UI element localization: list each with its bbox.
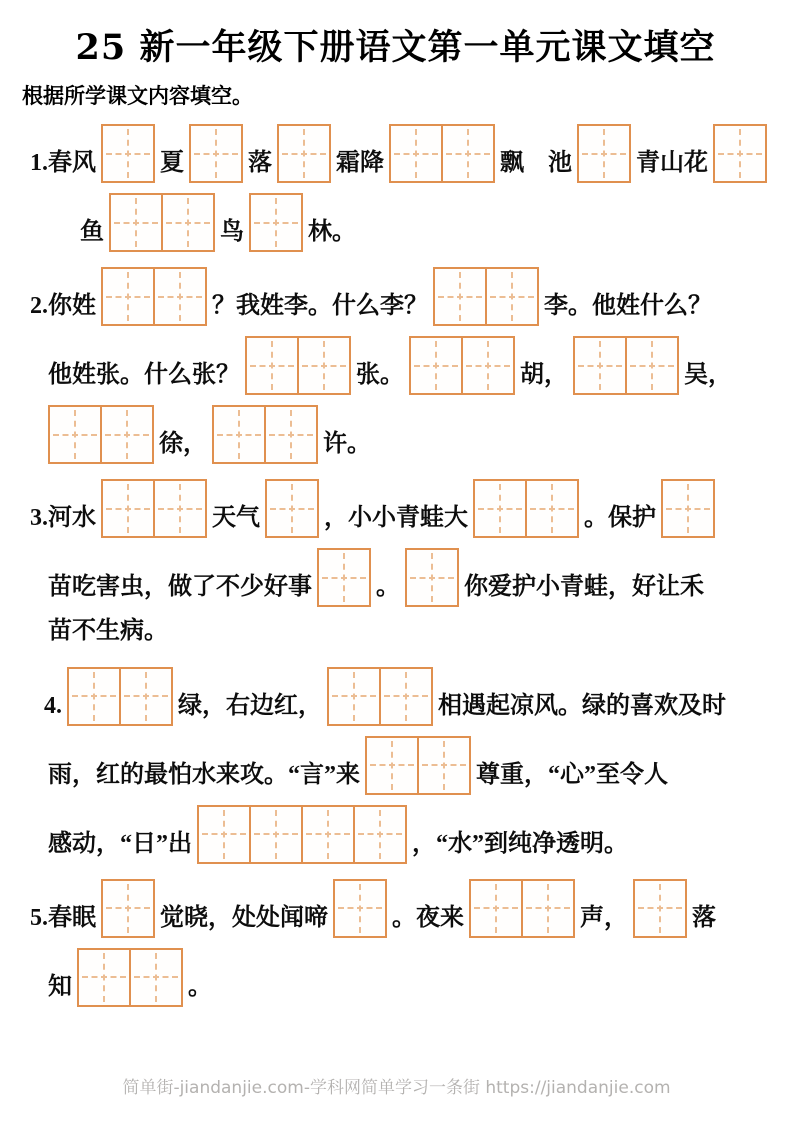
worksheet-text: 苗不生病。 <box>48 618 168 644</box>
worksheet-text: 绿，右边红， <box>178 693 322 719</box>
worksheet-line <box>22 405 769 464</box>
worksheet-text: 4. <box>44 693 62 719</box>
answer-cell[interactable] <box>129 950 181 1005</box>
answer-box[interactable] <box>473 479 579 538</box>
answer-cell[interactable] <box>153 269 205 324</box>
exercise-2 <box>22 267 769 464</box>
answer-cell[interactable] <box>251 195 301 250</box>
answer-cell[interactable] <box>715 126 765 181</box>
answer-cell[interactable] <box>319 550 369 605</box>
answer-cell[interactable] <box>625 338 677 393</box>
worksheet-text: 1.春风 <box>30 150 96 177</box>
worksheet-text: 。 <box>188 974 212 1000</box>
answer-box[interactable] <box>277 124 331 183</box>
answer-cell[interactable] <box>329 669 379 724</box>
answer-box[interactable] <box>189 124 243 183</box>
answer-box[interactable] <box>633 879 687 938</box>
answer-cell[interactable] <box>153 481 205 536</box>
worksheet-text: 尊重，“心”至令人 <box>476 762 668 788</box>
answer-box[interactable] <box>577 124 631 183</box>
worksheet-line <box>22 948 769 1007</box>
worksheet-text: 知 <box>48 974 72 1000</box>
answer-cell[interactable] <box>579 126 629 181</box>
answer-cell[interactable] <box>461 338 513 393</box>
answer-box[interactable] <box>101 124 155 183</box>
worksheet-text: 声， <box>580 905 628 931</box>
answer-cell[interactable] <box>485 269 537 324</box>
answer-cell[interactable] <box>191 126 241 181</box>
worksheet-line <box>22 617 769 651</box>
answer-box[interactable] <box>67 667 173 726</box>
answer-box[interactable] <box>389 124 495 183</box>
worksheet-line <box>22 805 769 864</box>
answer-cell[interactable] <box>353 807 405 862</box>
answer-box[interactable] <box>109 193 215 252</box>
answer-cell[interactable] <box>199 807 249 862</box>
answer-box[interactable] <box>713 124 767 183</box>
worksheet-text: 5.春眠 <box>30 905 96 931</box>
answer-cell[interactable] <box>103 269 153 324</box>
exercise-1 <box>22 124 769 252</box>
answer-box[interactable] <box>197 805 407 864</box>
worksheet-line <box>22 267 769 326</box>
worksheet-line <box>22 336 769 395</box>
answer-cell[interactable] <box>79 950 129 1005</box>
answer-cell[interactable] <box>435 269 485 324</box>
worksheet-line <box>22 193 769 252</box>
worksheet-text: 张。 <box>356 362 404 389</box>
answer-cell[interactable] <box>249 807 301 862</box>
answer-cell[interactable] <box>575 338 625 393</box>
answer-cell[interactable] <box>525 481 577 536</box>
answer-box[interactable] <box>249 193 303 252</box>
answer-cell[interactable] <box>50 407 100 462</box>
exercise-4 <box>22 667 769 864</box>
worksheet-text: 林。 <box>308 219 356 246</box>
worksheet-text: ，“水”到纯净透明。 <box>412 831 628 857</box>
worksheet-text: 许。 <box>323 431 371 458</box>
worksheet-text: 霜降 <box>336 150 384 177</box>
worksheet-text: 觉晓，处处闻啼 <box>160 905 328 931</box>
answer-cell[interactable] <box>335 881 385 936</box>
worksheet-body <box>22 124 769 1007</box>
answer-cell[interactable] <box>247 338 297 393</box>
answer-box[interactable] <box>573 336 679 395</box>
answer-box[interactable] <box>433 267 539 326</box>
worksheet-text: 相遇起凉风。绿的喜欢及时 <box>438 693 726 719</box>
answer-box[interactable] <box>101 879 155 938</box>
answer-cell[interactable] <box>379 669 431 724</box>
worksheet-text: 。夜来 <box>392 905 464 931</box>
answer-box[interactable] <box>365 736 471 795</box>
worksheet-text: 感动，“日”出 <box>48 831 192 857</box>
worksheet-text: 徐， <box>159 431 207 458</box>
answer-box[interactable] <box>327 667 433 726</box>
worksheet-text: 鱼 <box>80 219 104 246</box>
worksheet-text: 雨，红的最怕水来攻。“言”来 <box>48 762 360 788</box>
answer-cell[interactable] <box>663 481 713 536</box>
answer-cell[interactable] <box>119 669 171 724</box>
answer-cell[interactable] <box>475 481 525 536</box>
answer-cell[interactable] <box>214 407 264 462</box>
worksheet-text: 飘 池 <box>500 150 572 177</box>
worksheet-text: 落 <box>692 905 716 931</box>
worksheet-text: 3.河水 <box>30 505 96 532</box>
worksheet-text: ？我姓李。什么李？ <box>212 293 428 320</box>
worksheet-text: 吴， <box>684 362 732 389</box>
answer-cell[interactable] <box>279 126 329 181</box>
worksheet-text: 胡， <box>520 362 568 389</box>
answer-cell[interactable] <box>100 407 152 462</box>
worksheet-text: 2.你姓 <box>30 293 96 320</box>
answer-cell[interactable] <box>391 126 441 181</box>
answer-box[interactable] <box>317 548 371 607</box>
exercise-3 <box>22 479 769 651</box>
worksheet-line <box>22 548 769 607</box>
answer-cell[interactable] <box>301 807 353 862</box>
worksheet-text: 青山花 <box>636 150 708 177</box>
answer-cell[interactable] <box>411 338 461 393</box>
answer-box[interactable] <box>48 405 154 464</box>
answer-cell[interactable] <box>441 126 493 181</box>
answer-cell[interactable] <box>367 738 417 793</box>
answer-cell[interactable] <box>161 195 213 250</box>
answer-cell[interactable] <box>111 195 161 250</box>
answer-box[interactable] <box>212 405 318 464</box>
worksheet-text: 。 <box>376 574 400 601</box>
page-title: 25 新一年级下册语文第一单元课文填空 <box>75 27 716 68</box>
worksheet-line <box>22 667 769 726</box>
answer-cell[interactable] <box>417 738 469 793</box>
worksheet-text: 李。他姓什么？ <box>544 293 712 320</box>
worksheet-text: 鸟 <box>220 219 244 246</box>
worksheet-line <box>22 736 769 795</box>
answer-cell[interactable] <box>103 881 153 936</box>
worksheet-text: 他姓张。什么张？ <box>48 362 240 389</box>
answer-cell[interactable] <box>69 669 119 724</box>
exercise-5 <box>22 879 769 1007</box>
worksheet-line <box>22 879 769 938</box>
answer-box[interactable] <box>405 548 459 607</box>
worksheet-line <box>22 124 769 183</box>
answer-box[interactable] <box>469 879 575 938</box>
answer-box[interactable] <box>409 336 515 395</box>
worksheet-text: ，小小青蛙大 <box>324 505 468 532</box>
answer-cell[interactable] <box>103 481 153 536</box>
answer-box[interactable] <box>265 479 319 538</box>
answer-box[interactable] <box>333 879 387 938</box>
worksheet-text: 天气 <box>212 505 260 532</box>
answer-box[interactable] <box>661 479 715 538</box>
answer-cell[interactable] <box>297 338 349 393</box>
footer-text: 简单街-jiandanjie.com-学科网简单学习一条街 https://jiandanjie.com <box>122 1078 671 1098</box>
answer-cell[interactable] <box>521 881 573 936</box>
worksheet-text: 你爱护小青蛙，好让禾 <box>464 574 704 601</box>
answer-cell[interactable] <box>103 126 153 181</box>
answer-cell[interactable] <box>267 481 317 536</box>
worksheet-text: 落 <box>248 150 272 177</box>
worksheet-text: 。保护 <box>584 505 656 532</box>
answer-cell[interactable] <box>471 881 521 936</box>
worksheet-text: 夏 <box>160 150 184 177</box>
worksheet-text: 苗吃害虫，做了不少好事 <box>48 574 312 601</box>
instruction-text: 根据所学课文内容填空。 <box>22 84 253 108</box>
answer-box[interactable] <box>77 948 183 1007</box>
answer-box[interactable] <box>101 479 207 538</box>
answer-box[interactable] <box>101 267 207 326</box>
answer-cell[interactable] <box>635 881 685 936</box>
answer-cell[interactable] <box>264 407 316 462</box>
worksheet-line <box>22 479 769 538</box>
answer-cell[interactable] <box>407 550 457 605</box>
answer-box[interactable] <box>245 336 351 395</box>
